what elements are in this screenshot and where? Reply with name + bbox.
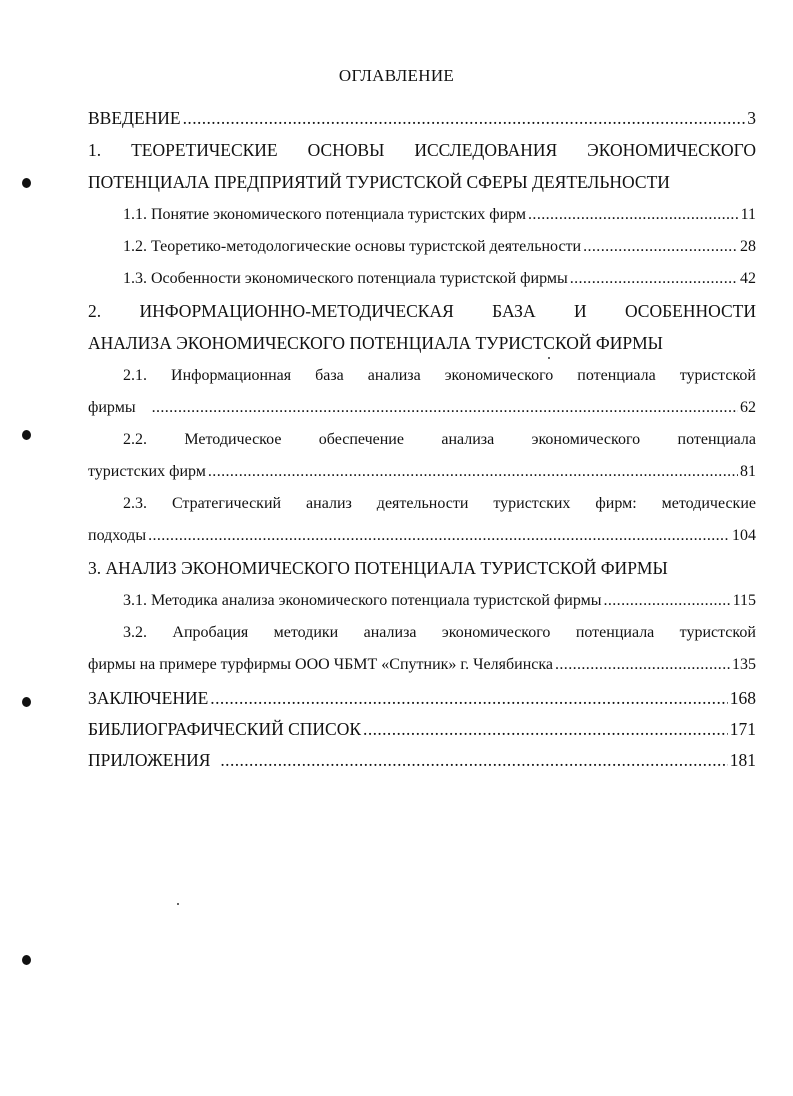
section-word: деятельности	[376, 495, 469, 512]
toc-page-number: 171	[729, 719, 756, 739]
toc-section-2-2-line-2	[88, 463, 756, 481]
section-word: анализа	[363, 624, 417, 641]
toc-entry-conclusion	[88, 688, 756, 709]
chapter-title-continuation: АНАЛИЗА ЭКОНОМИЧЕСКОГО ПОТЕНЦИАЛА ТУРИСТСКОЙ ФИРМЫ	[88, 333, 663, 353]
chapter-word: ЭКОНОМИЧЕСКОГО	[587, 140, 756, 160]
toc-page-number: 135	[732, 656, 756, 673]
toc-page-number: 115	[732, 592, 756, 609]
dot-leader	[210, 688, 727, 709]
section-word: Информационная	[171, 367, 292, 384]
scan-speck	[548, 357, 550, 359]
dot-leader	[570, 270, 738, 288]
toc-entry-label: ЗАКЛЮЧЕНИЕ	[88, 688, 209, 708]
toc-entry-label: 1.1. Понятие экономического потенциала туристских фирм	[123, 206, 527, 223]
section-word: Стратегический	[171, 495, 282, 512]
toc-page-number: 62	[740, 399, 756, 416]
toc-section-3-2-line-1	[123, 624, 756, 642]
section-word: туристской	[679, 367, 756, 384]
chapter-word: ОСОБЕННОСТИ	[624, 301, 756, 321]
toc-chapter-3	[88, 558, 756, 579]
toc-section-3-2-line-2	[88, 656, 756, 674]
toc-entry-bibliography	[88, 719, 756, 740]
section-word: анализ	[306, 495, 352, 512]
section-word: 2.1.	[123, 367, 147, 384]
toc-entry-label: БИБЛИОГРАФИЧЕСКИЙ СПИСОК	[88, 719, 362, 739]
section-word: база	[315, 367, 344, 384]
punch-hole-mark	[22, 178, 31, 188]
section-word: 3.2.	[123, 624, 147, 641]
section-word: туристской	[679, 624, 756, 641]
dot-leader	[363, 719, 728, 740]
chapter-word: ОСНОВЫ	[307, 140, 385, 160]
toc-entry-label: 3.1. Методика анализа экономического потенциала туристской фирмы	[123, 592, 602, 609]
section-word: экономического	[444, 367, 554, 384]
toc-section-2-1-line-1	[123, 367, 756, 385]
page-title: ОГЛАВЛЕНИЕ	[338, 66, 455, 85]
dot-leader	[152, 399, 738, 417]
toc-entry-label: 1.3. Особенности экономического потенциала туристской фирмы	[123, 270, 568, 287]
toc-section-2-3-line-1	[123, 495, 756, 513]
toc-entry-label: туристских фирм	[88, 463, 206, 480]
toc-section-1-2	[123, 238, 756, 256]
toc-entry-label: фирмы	[88, 399, 136, 416]
toc-page-number: 104	[732, 527, 756, 544]
toc-chapter-2-line-2	[88, 333, 756, 354]
toc-page-number: 28	[740, 238, 756, 255]
dot-leader	[183, 108, 746, 129]
dot-leader	[583, 238, 738, 256]
toc-entry-label: ПРИЛОЖЕНИЯ	[88, 750, 211, 770]
toc-entry-label: 1.2. Теоретико-методологические основы туристской деятельности	[123, 238, 582, 255]
chapter-word: ИНФОРМАЦИОННО-МЕТОДИЧЕСКАЯ	[139, 301, 454, 321]
toc-section-2-2-line-1	[123, 431, 756, 449]
chapter-word: ТЕОРЕТИЧЕСКИЕ	[131, 140, 278, 160]
toc-page-number: 181	[729, 750, 756, 770]
section-word: методики	[273, 624, 339, 641]
section-word: обеспечение	[318, 431, 404, 448]
toc-page-number: 11	[740, 206, 756, 223]
punch-hole-mark	[22, 430, 31, 440]
toc-section-1-1	[123, 206, 756, 224]
section-word: Методическое	[184, 431, 282, 448]
section-word: анализа	[367, 367, 421, 384]
toc-page-number: 42	[740, 270, 756, 287]
punch-hole-mark	[22, 697, 31, 707]
dot-leader	[220, 750, 727, 771]
punch-hole-mark	[22, 955, 31, 965]
toc-entry-label: подходы	[88, 527, 147, 544]
toc-entry-appendix	[88, 750, 756, 771]
section-word: экономического	[441, 624, 551, 641]
section-word: потенциала	[577, 367, 656, 384]
toc-chapter-1-line-1	[88, 140, 756, 161]
section-word: 2.3.	[123, 495, 147, 512]
dot-leader	[555, 656, 730, 674]
chapter-word: 2.	[88, 301, 102, 321]
chapter-title-continuation: ПОТЕНЦИАЛА ПРЕДПРИЯТИЙ ТУРИСТСКОЙ СФЕРЫ ДЕЯТЕЛЬНОСТИ	[88, 172, 670, 192]
toc-page-number: 3	[747, 108, 756, 128]
dot-leader	[603, 592, 730, 610]
chapter-word: И	[573, 301, 587, 321]
scan-speck	[177, 903, 179, 905]
section-word: Апробация	[172, 624, 249, 641]
section-word: 2.2.	[123, 431, 147, 448]
section-word: туристских	[493, 495, 571, 512]
chapter-word: 1.	[88, 140, 102, 160]
toc-entry-label: ВВЕДЕНИЕ	[88, 108, 181, 128]
section-word: экономического	[531, 431, 641, 448]
toc-entry-intro	[88, 108, 756, 129]
section-word: анализа	[441, 431, 495, 448]
toc-section-3-1	[123, 592, 756, 610]
chapter-title: 3. АНАЛИЗ ЭКОНОМИЧЕСКОГО ПОТЕНЦИАЛА ТУРИСТСКОЙ ФИРМЫ	[88, 558, 668, 578]
toc-chapter-2-line-1	[88, 301, 756, 322]
chapter-word: ИССЛЕДОВАНИЯ	[414, 140, 558, 160]
toc-chapter-1-line-2	[88, 172, 756, 193]
dot-leader	[528, 206, 739, 224]
section-word: методические	[661, 495, 756, 512]
toc-section-1-3	[123, 270, 756, 288]
toc-entry-label: фирмы на примере турфирмы ООО ЧБМТ «Спутник» г. Челябинска	[88, 656, 553, 673]
chapter-word: БАЗА	[492, 301, 536, 321]
toc-page-number: 168	[729, 688, 756, 708]
dot-leader	[148, 527, 730, 545]
toc-section-2-1-line-2	[88, 399, 756, 417]
dot-leader	[208, 463, 738, 481]
section-word: потенциала	[677, 431, 756, 448]
section-word: фирм:	[595, 495, 637, 512]
toc-page-number: 81	[740, 463, 756, 480]
toc-section-2-3-line-2	[88, 527, 756, 545]
section-word: потенциала	[575, 624, 655, 641]
